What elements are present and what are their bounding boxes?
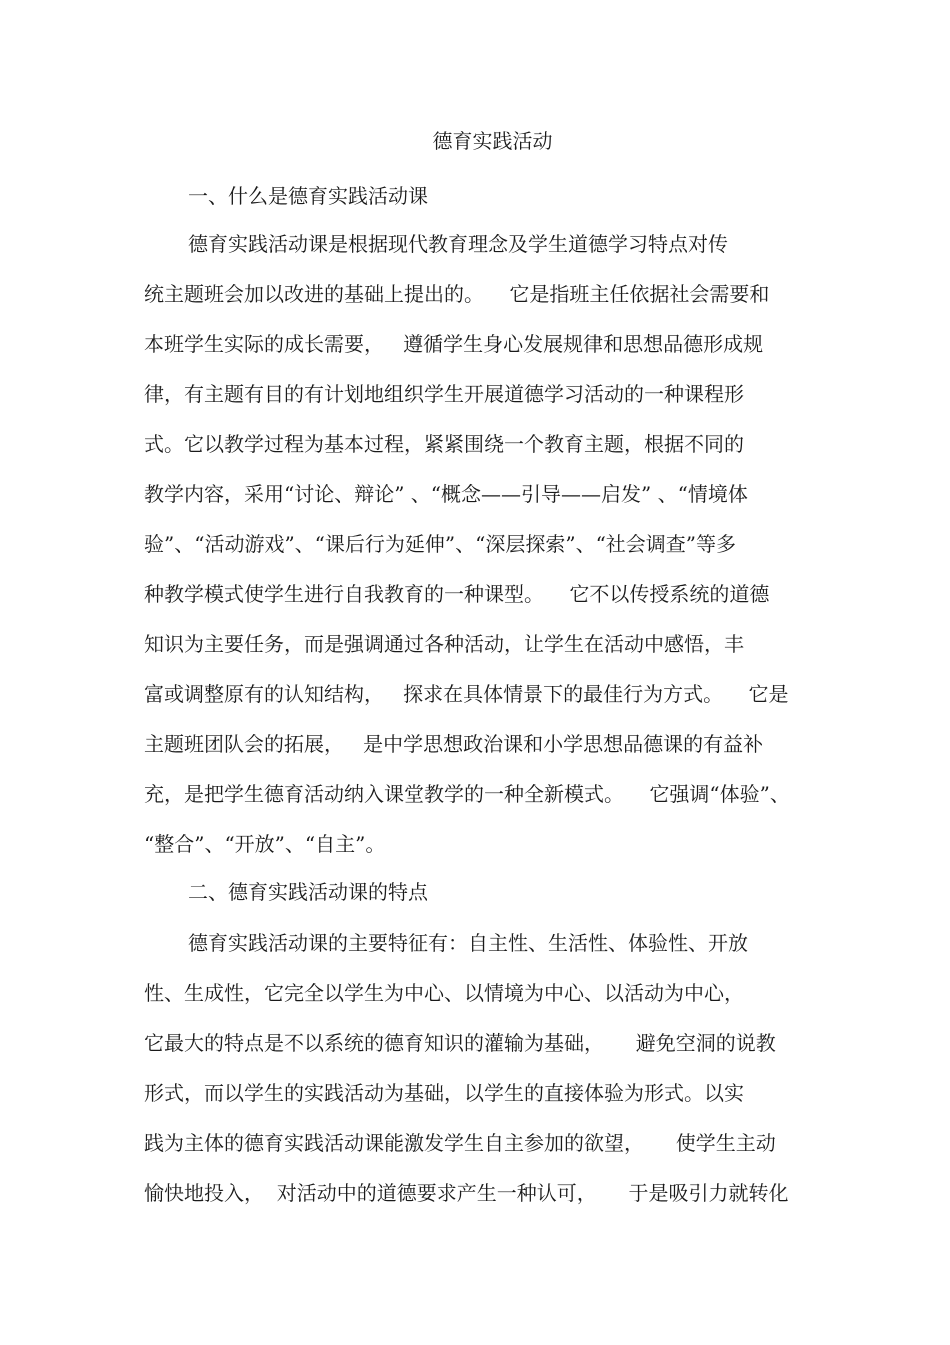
paragraph-line: 本班学生实际的成长需要， 遵循学生身心发展规律和思想品德形成规 [144, 332, 764, 356]
paragraph-line: 性、生成性，它完全以学生为中心、以情境为中心、以活动为中心， [144, 981, 744, 1005]
paragraph-line: 主题班团队会的拓展， 是中学思想政治课和小学思想品德课的有益补 [144, 732, 764, 756]
paragraph-line: 统主题班会加以改进的基础上提出的。 它是指班主任依据社会需要和 [144, 282, 770, 306]
paragraph-line: 种教学模式使学生进行自我教育的一种课型。 它不以传授系统的道德 [144, 582, 770, 606]
section2-heading: 二、德育实践活动课的特点 [188, 880, 428, 904]
page-title: 德育实践活动 [432, 129, 553, 153]
paragraph-line: 律，有主题有目的有计划地组织学生开展道德学习活动的一种课程形 [144, 382, 744, 406]
paragraph-line: 践为主体的德育实践活动课能激发学生自主参加的欲望， 使学生主动 [144, 1131, 776, 1155]
paragraph-line: 式。它以教学过程为基本过程，紧紧围绕一个教育主题，根据不同的 [144, 432, 744, 456]
paragraph-line: “整合”、“开放”、“自主”。 [144, 832, 386, 856]
paragraph-line: 德育实践活动课的主要特征有：自主性、生活性、体验性、开放 [188, 931, 748, 955]
paragraph-line: 充，是把学生德育活动纳入课堂教学的一种全新模式。 它强调“体验”、 [144, 782, 790, 806]
paragraph-line: 愉快地投入， 对活动中的道德要求产生一种认可， 于是吸引力就转化 [144, 1181, 789, 1205]
paragraph-line: 德育实践活动课是根据现代教育理念及学生道德学习特点对传 [188, 232, 728, 256]
section1-heading: 一、什么是德育实践活动课 [188, 184, 428, 208]
paragraph-line: 验”、“活动游戏”、“课后行为延伸”、“深层探索”、“社会调查”等多 [144, 532, 737, 556]
paragraph-line: 教学内容，采用“讨论、辩论” 、“概念——引导——启发” 、“情境体 [144, 482, 748, 506]
paragraph-line: 知识为主要任务，而是强调通过各种活动，让学生在活动中感悟，丰 [144, 632, 744, 656]
paragraph-line: 富或调整原有的认知结构， 探求在具体情景下的最佳行为方式。 它是 [144, 682, 789, 706]
paragraph-line: 形式，而以学生的实践活动为基础，以学生的直接体验为形式。以实 [144, 1081, 744, 1105]
paragraph-line: 它最大的特点是不以系统的德育知识的灌输为基础， 避免空洞的说教 [144, 1031, 776, 1055]
